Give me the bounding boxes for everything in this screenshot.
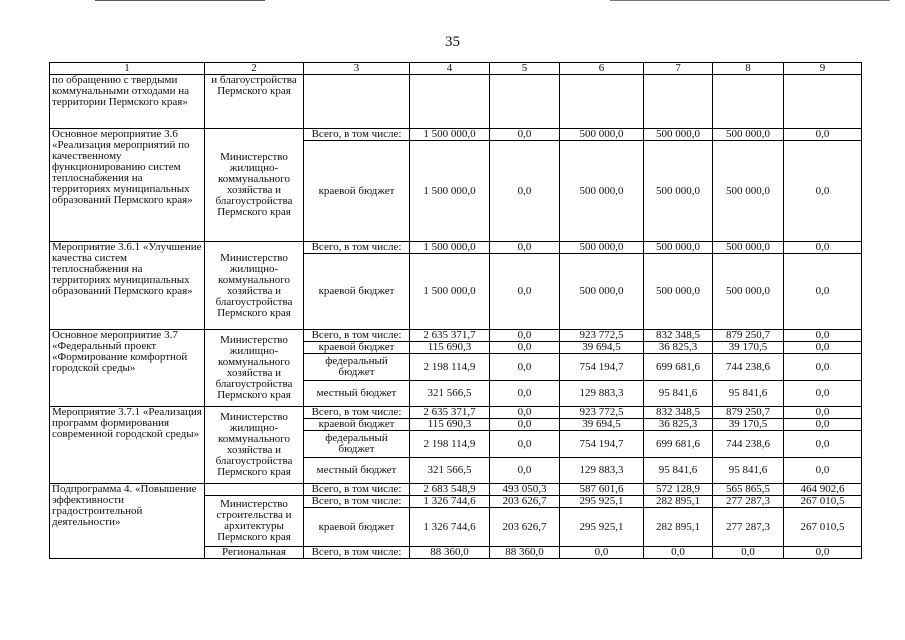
value-cell: 0,0 [490,129,560,141]
col-header: 6 [560,63,644,75]
empty-cell [304,75,410,129]
col-header: 7 [644,63,713,75]
value-cell: 95 841,6 [644,458,713,484]
value-cell: 0,0 [784,330,862,342]
value-cell: 500 000,0 [560,141,644,242]
value-cell: 0,0 [490,141,560,242]
empty-cell [410,75,490,129]
value-cell: 2 198 114,9 [410,431,490,458]
value-cell: 754 194,7 [560,354,644,381]
value-cell: 1 500 000,0 [410,242,490,254]
value-cell: 879 250,7 [713,330,784,342]
value-cell: 464 902,6 [784,484,862,496]
value-cell: 0,0 [490,242,560,254]
value-cell: 277 287,3 [713,508,784,547]
value-cell: 0,0 [784,547,862,559]
source-cell: местный бюджет [304,381,410,407]
source-cell: краевой бюджет [304,254,410,330]
value-cell: 39 170,5 [713,342,784,354]
value-cell: 0,0 [490,330,560,342]
source-cell: Всего, в том числе: [304,129,410,141]
source-cell: Всего, в том числе: [304,407,410,419]
value-cell: 1 500 000,0 [410,129,490,141]
value-cell: 129 883,3 [560,458,644,484]
value-cell: 923 772,5 [560,330,644,342]
value-cell: 88 360,0 [490,547,560,559]
value-cell: 1 500 000,0 [410,141,490,242]
budget-table [49,62,862,559]
value-cell: 0,0 [490,381,560,407]
value-cell: 0,0 [560,547,644,559]
value-cell: 500 000,0 [644,129,713,141]
value-cell: 500 000,0 [560,129,644,141]
value-cell: 203 626,7 [490,496,560,508]
value-cell: 36 825,3 [644,342,713,354]
source-cell: федеральный бюджет [304,354,410,381]
value-cell: 744 238,6 [713,354,784,381]
value-cell: 0,0 [784,419,862,431]
top-rule-right [610,0,890,1]
value-cell: 95 841,6 [713,381,784,407]
value-cell: 0,0 [644,547,713,559]
activity-name: по обращению с твердыми коммунальными отходами на территории Пермского края» [50,75,205,129]
value-cell: 0,0 [784,381,862,407]
value-cell: 0,0 [490,254,560,330]
empty-cell [490,75,560,129]
empty-cell [713,75,784,129]
value-cell: 0,0 [784,342,862,354]
value-cell: 0,0 [490,431,560,458]
value-cell: 2 683 548,9 [410,484,490,496]
executor: Министерство жилищно-коммунального хозяйства и благоустройства Пермского края [205,407,304,484]
page-number: 35 [445,34,460,50]
value-cell: 493 050,3 [490,484,560,496]
value-cell: 0,0 [784,458,862,484]
top-rule [95,0,265,1]
executor: Министерство жилищно-коммунального хозяйства и благоустройства Пермского края [205,330,304,407]
value-cell: 0,0 [784,407,862,419]
col-header: 3 [304,63,410,75]
value-cell: 923 772,5 [560,407,644,419]
value-cell: 267 010,5 [784,508,862,547]
executor: Региональная [205,547,304,559]
value-cell: 0,0 [784,141,862,242]
value-cell: 0,0 [490,419,560,431]
value-cell: 832 348,5 [644,330,713,342]
value-cell: 267 010,5 [784,496,862,508]
table-row [50,129,862,141]
table-row [50,242,862,254]
executor: Министерство жилищно-коммунального хозяйства и благоустройства Пермского края [205,129,304,242]
source-cell: местный бюджет [304,458,410,484]
empty-cell [784,75,862,129]
value-cell: 2 635 371,7 [410,407,490,419]
value-cell: 36 825,3 [644,419,713,431]
value-cell: 277 287,3 [713,496,784,508]
source-cell: федеральный бюджет [304,431,410,458]
value-cell: 282 895,1 [644,496,713,508]
value-cell: 1 500 000,0 [410,254,490,330]
col-header: 2 [205,63,304,75]
value-cell: 39 170,5 [713,419,784,431]
value-cell: 500 000,0 [713,129,784,141]
value-cell: 2 635 371,7 [410,330,490,342]
executor: Министерство жилищно-коммунального хозяйства и благоустройства Пермского края [205,242,304,330]
value-cell: 0,0 [784,431,862,458]
value-cell: 0,0 [784,129,862,141]
value-cell: 0,0 [784,254,862,330]
value-cell: 321 566,5 [410,381,490,407]
value-cell: 500 000,0 [644,141,713,242]
value-cell: 500 000,0 [644,242,713,254]
source-cell: краевой бюджет [304,508,410,547]
source-cell: краевой бюджет [304,419,410,431]
value-cell: 0,0 [713,547,784,559]
value-cell: 0,0 [490,342,560,354]
value-cell: 565 865,5 [713,484,784,496]
executor: Министерство строительства и архитектуры Пермского края [205,496,304,547]
empty-cell [560,75,644,129]
source-cell: краевой бюджет [304,141,410,242]
activity-name: Мероприятие 3.6.1 «Улучшение качества систем теплоснабжения на территориях муниципальных образований Пермского края» [50,242,205,330]
value-cell: 2 198 114,9 [410,354,490,381]
value-cell: 282 895,1 [644,508,713,547]
source-cell: Всего, в том числе: [304,242,410,254]
value-cell: 0,0 [490,458,560,484]
value-cell: 699 681,6 [644,354,713,381]
value-cell: 500 000,0 [713,242,784,254]
source-cell: краевой бюджет [304,342,410,354]
activity-name: Мероприятие 3.7.1 «Реализация программ формирования современной городской среды» [50,407,205,484]
value-cell: 0,0 [490,407,560,419]
source-cell: Всего, в том числе: [304,330,410,342]
value-cell: 500 000,0 [713,254,784,330]
value-cell: 203 626,7 [490,508,560,547]
value-cell: 832 348,5 [644,407,713,419]
value-cell: 295 925,1 [560,508,644,547]
source-cell: Всего, в том числе: [304,547,410,559]
value-cell: 699 681,6 [644,431,713,458]
col-header: 1 [50,63,205,75]
value-cell: 95 841,6 [644,381,713,407]
source-cell: Всего, в том числе: [304,496,410,508]
value-cell: 95 841,6 [713,458,784,484]
activity-name: Основное мероприятие 3.6 «Реализация мероприятий по качественному функционированию систем теплоснабжения на территориях муниципальных образований Пермского края» [50,129,205,242]
executor: и благоустройства Пермского края [205,75,304,129]
header-row [50,63,862,75]
value-cell: 500 000,0 [560,242,644,254]
value-cell: 39 694,5 [560,342,644,354]
value-cell: 0,0 [490,354,560,381]
value-cell: 879 250,7 [713,407,784,419]
value-cell: 572 128,9 [644,484,713,496]
value-cell: 500 000,0 [560,254,644,330]
table-row [50,484,862,496]
empty-cell [644,75,713,129]
empty-cell [205,484,304,496]
table-row [50,330,862,342]
activity-name: Основное мероприятие 3.7 «Федеральный проект «Формирование комфортной городской среды» [50,330,205,407]
value-cell: 744 238,6 [713,431,784,458]
value-cell: 115 690,3 [410,342,490,354]
value-cell: 0,0 [784,242,862,254]
source-cell: Всего, в том числе: [304,484,410,496]
activity-name: Подпрограмма 4. «Повышение эффективности градостроительной деятельности» [50,484,205,559]
value-cell: 1 326 744,6 [410,496,490,508]
value-cell: 115 690,3 [410,419,490,431]
value-cell: 295 925,1 [560,496,644,508]
value-cell: 0,0 [784,354,862,381]
value-cell: 129 883,3 [560,381,644,407]
value-cell: 754 194,7 [560,431,644,458]
value-cell: 39 694,5 [560,419,644,431]
table-row [50,75,862,129]
col-header: 8 [713,63,784,75]
value-cell: 88 360,0 [410,547,490,559]
value-cell: 321 566,5 [410,458,490,484]
value-cell: 500 000,0 [644,254,713,330]
value-cell: 500 000,0 [713,141,784,242]
value-cell: 587 601,6 [560,484,644,496]
col-header: 5 [490,63,560,75]
table-row [50,407,862,419]
value-cell: 1 326 744,6 [410,508,490,547]
col-header: 9 [784,63,862,75]
col-header: 4 [410,63,490,75]
